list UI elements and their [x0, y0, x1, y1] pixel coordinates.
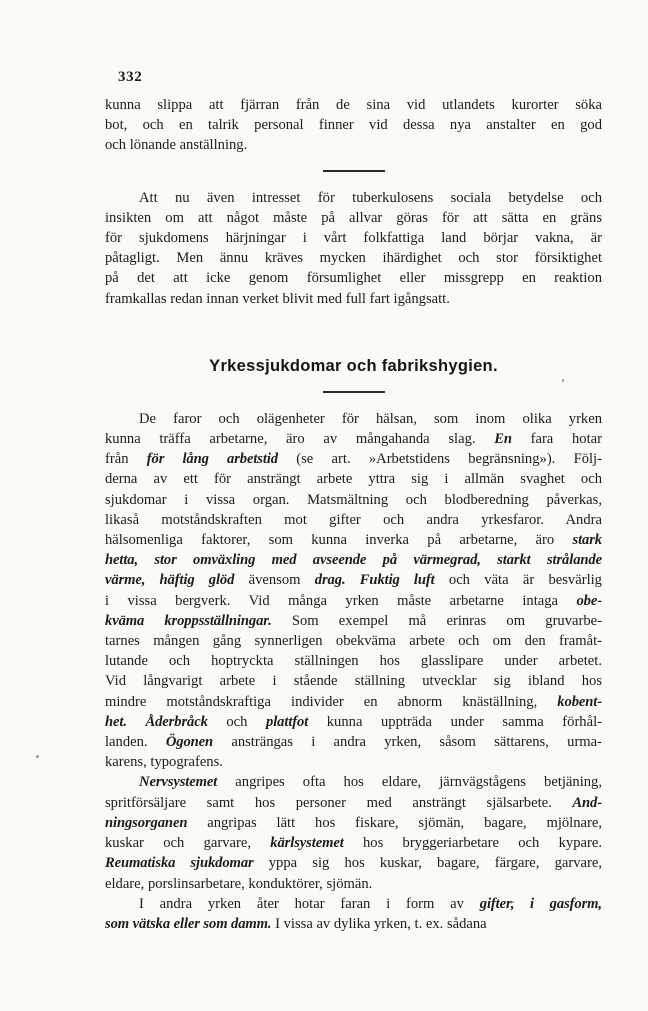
section-divider-rule [323, 391, 385, 393]
emphasis-text: som vätska eller som damm. [105, 915, 272, 932]
body-text: och väta är besvärlig [434, 572, 602, 589]
body-text: spritförsäljare samt hos personer med ansträngt själsarbete. [105, 794, 573, 811]
text-line [105, 490, 602, 510]
text-line [105, 874, 602, 894]
text-column [105, 0, 602, 934]
text-line [105, 510, 602, 530]
body-text: I andra yrken åter hotar faran i form av [139, 895, 480, 912]
emphasis-text: Reumatiska sjukdomar [105, 855, 254, 872]
text-line [105, 671, 602, 691]
text-line [105, 268, 602, 288]
body-text: I vissa av dylika yrken, t. ex. sådana [271, 915, 487, 932]
text-line [105, 894, 602, 914]
text-line [105, 469, 602, 489]
text-line [105, 914, 602, 934]
section-heading: Yrkessjukdomar och fabrikshygien. [209, 356, 498, 375]
body-text: eldare, porslinsarbetare, konduktörer, sjömän. [105, 875, 373, 892]
text-line [105, 570, 602, 590]
body-text: sjukdomar i vissa organ. Matsmältning och blodberedning påverkas, [105, 491, 602, 508]
body-text: karens, typografens. [105, 754, 223, 771]
body-text: hos bryggeriarbetare och kypare. [343, 835, 602, 852]
emphasis-text: Ögonen [165, 734, 214, 751]
body-text [127, 714, 146, 730]
emphasis-text: värme, häftig glöd [105, 572, 235, 589]
body-text: Att nu även intresset för tuberkulosens sociala betydelse och [139, 189, 602, 206]
text-line [105, 289, 602, 309]
emphasis-text: ningsorganen [105, 814, 188, 831]
body-text: kunna uppträda under samma förhål- [308, 713, 602, 730]
body-text: Som exempel må erinras om gruvarbe- [271, 612, 602, 629]
paragraph [105, 95, 602, 156]
emphasis-text: het. [105, 713, 127, 730]
body-text: och [207, 713, 267, 730]
body-text: derna av ett för ansträngt arbete yttra sig i allmän svaghet och [105, 471, 602, 488]
text-line [105, 651, 602, 671]
body-text [346, 572, 360, 588]
text-line [105, 611, 602, 631]
emphasis-text: stark [572, 532, 602, 549]
text-line [105, 95, 602, 115]
emphasis-text: för lång arbetstid [146, 451, 278, 468]
body-text: De faror och olägenheter för hälsan, som inom olika yrken [139, 410, 602, 427]
emphasis-text: And- [572, 794, 602, 811]
emphasis-text: drag. [314, 572, 346, 589]
body-text: kunna slippa att fjärran från de sina vid utlandets kurorter söka [105, 97, 602, 113]
body-text: likaså motståndskraften mot gifter och andra yrkesfaror. Andra [105, 511, 602, 528]
emphasis-text: kobent- [557, 693, 602, 710]
text-line [105, 772, 602, 792]
page-number: 332 [118, 69, 143, 85]
body-text: Vid långvarigt arbete i stående ställning utvecklar sig ibland hos [105, 673, 602, 690]
text-line [105, 449, 602, 469]
body-text: (se art. »Arbetstidens begränsning»). Följ- [278, 451, 602, 468]
text-line [105, 712, 602, 732]
text-line [105, 813, 602, 833]
text-line [105, 853, 602, 873]
body-text: påtagligt. Men ännu kräves mycken ihärdighet och stor försiktighet [105, 250, 602, 267]
emphasis-text: Åderbråck [145, 713, 208, 730]
body-text: ansträngas i andra yrken, såsom sättarens, urma- [213, 734, 602, 751]
body-text: i vissa bergverk. Vid många yrken måste arbetarne intaga [105, 592, 577, 609]
paragraph [105, 188, 602, 309]
text-line [105, 228, 602, 248]
body-text: kuskar och garvare, [105, 835, 271, 852]
body-text: angripes ofta hos eldare, järnvägstågens betjäning, [217, 774, 602, 791]
text-line [105, 793, 602, 813]
body-text: på det att icke genom försumlighet eller missgrepp en reaktion [105, 270, 602, 287]
body-text: insikten om att något måste på allvar göras för att sätta en gräns [105, 209, 602, 226]
emphasis-text: Fuktig luft [359, 572, 435, 589]
body-text: ävensom [234, 572, 315, 589]
scan-speck [36, 755, 39, 758]
text-line [105, 631, 602, 651]
text-line [105, 409, 602, 429]
text-line [105, 550, 602, 570]
text-line [105, 833, 602, 853]
text-line [105, 591, 602, 611]
section-divider-rule [323, 170, 385, 172]
text-line [105, 530, 602, 550]
paragraph [105, 894, 602, 934]
text-line [105, 692, 602, 712]
text-line [105, 188, 602, 208]
emphasis-text: gifter, i gasform, [479, 895, 602, 912]
paragraph [105, 772, 602, 893]
body-text: mindre motståndskraftiga individer en abnorm knäställning, [105, 693, 558, 710]
body-text: hälsomenliga faktorer, som kunna inverka på arbetarne, äro [105, 532, 573, 549]
body-text: tarnes mången gång synnerligen obekväma arbete och om den framåt- [105, 633, 602, 650]
text-line [105, 115, 602, 135]
body-text: fara hotar [511, 431, 602, 448]
body-text: från [105, 451, 147, 468]
page-body [105, 95, 602, 934]
emphasis-text: kärlsystemet [270, 835, 344, 852]
text-line [105, 732, 602, 752]
body-text: landen. [105, 734, 166, 751]
body-text: lutande och hoptryckta ställningen hos glasslipare under arbetet. [105, 653, 602, 670]
emphasis-text: obe- [576, 592, 602, 609]
body-text: yppa sig hos kuskar, bagare, färgare, garvare, [253, 855, 602, 872]
emphasis-text: plattfot [266, 713, 309, 730]
emphasis-text: hetta, stor omväxling med avseende på värmegrad, starkt strålande [105, 552, 602, 569]
body-text: framkallas redan innan verket blivit med full fart igångsatt. [105, 290, 450, 307]
body-text: för sjukdomens härjningar i vårt folkfattiga land börjar vakna, är [105, 230, 602, 247]
emphasis-text: kväma kroppsställningar. [105, 612, 272, 629]
text-line [105, 429, 602, 449]
body-text: angripas lätt hos fiskare, sjömän, bagare, mjölnare, [187, 814, 602, 831]
body-text: bot, och en talrik personal finner vid dessa nya anstalter en god [105, 117, 602, 134]
text-line [105, 208, 602, 228]
body-text: och lönande anställning. [105, 137, 248, 154]
emphasis-text: En [494, 431, 512, 448]
text-line [105, 752, 602, 772]
text-line [105, 248, 602, 268]
body-text: kunna träffa arbetarne, äro av mångahanda slag. [105, 431, 495, 448]
emphasis-text: Nervsystemet [139, 774, 218, 791]
paragraph [105, 409, 602, 773]
text-line [105, 135, 602, 155]
